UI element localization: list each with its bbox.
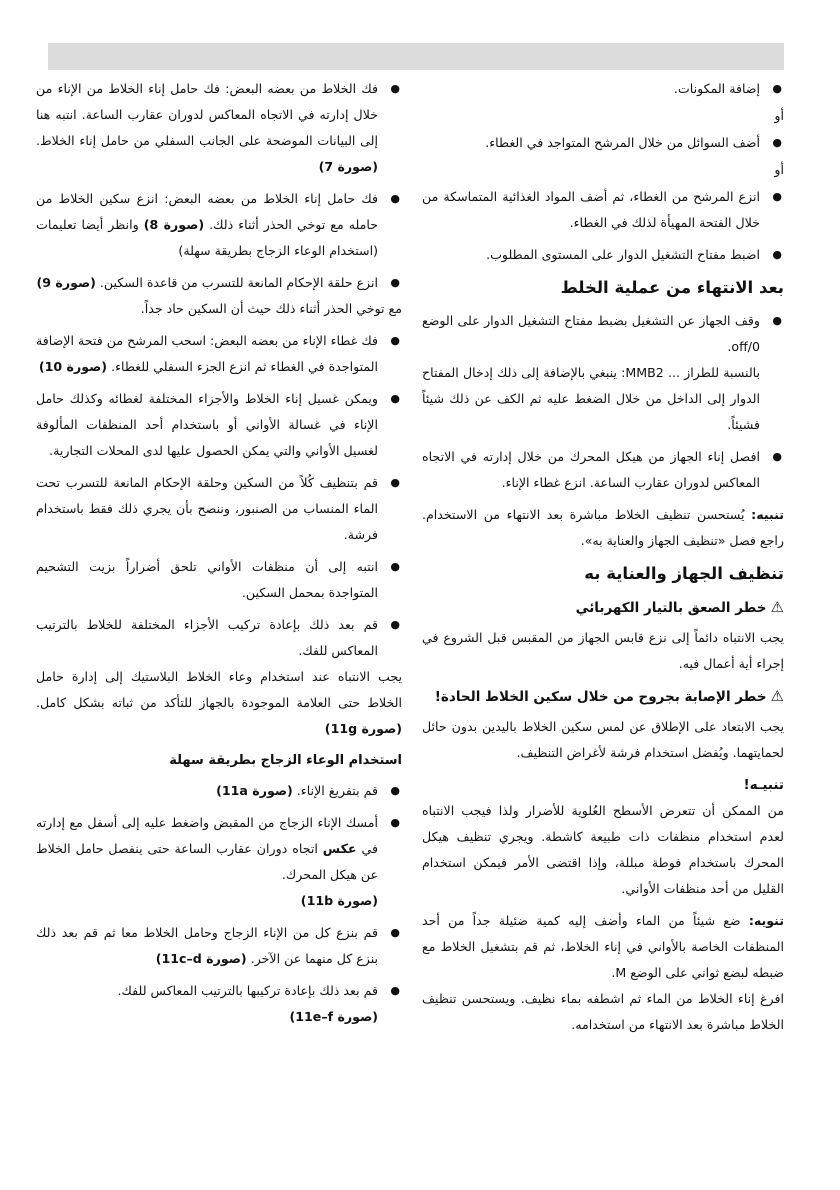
step-text: فك الخلاط من بعضه البعض: فك حامل إناء الخلاط من الإناء من خلال إدارته في الاتجاه المعاكس لدوران عقارب الساعة. انتبه هنا إلى البيانات الموضحة على الجانب السفلي من حامل إناء الخلاط. — [36, 81, 378, 148]
figure-reference: (صورة 8) — [143, 217, 205, 232]
section-heading-cleaning: تنظيف الجهاز والعناية به — [584, 564, 784, 583]
left-column — [36, 76, 402, 1036]
final-cleaning-text: افرغ إناء الخلاط من الماء ثم اشطفه بماء نظيف. ويستحسن تنظيف الخلاط مباشرة بعد الانتهاء من استخدامه. — [422, 991, 784, 1032]
bullet-icon: ● — [390, 334, 400, 347]
list-item — [36, 470, 402, 548]
bullet-icon: ● — [772, 248, 782, 261]
figure-reference: (صورة 7) — [318, 159, 378, 174]
figure-reference: (صورة 11g) — [324, 721, 402, 736]
bullet-icon: ● — [390, 560, 400, 573]
notice-paragraph — [422, 502, 784, 554]
caution-note: مع توخي الحذر أثناء ذلك حيث أن السكين حاد جداً. — [140, 301, 402, 316]
list-item — [36, 978, 402, 1030]
bullet-icon: ● — [772, 136, 782, 149]
step-text: اضبط مفتاح التشغيل الدوار على المستوى المطلوب. — [486, 247, 760, 262]
note-text: يجب الانتباه عند استخدام وعاء الخلاط البلاستيك إلى إدارة حامل الخلاط حتى العلامة الموجودة بالجهاز للتأكد من ثباته بشكل كامل. — [36, 669, 402, 710]
bullet-icon: ● — [390, 816, 400, 829]
step-text: افصل إناء الجهاز من هيكل المحرك من خلال إدارته في الاتجاه المعاكس لدوران عقارب الساعة. انزع غطاء الإناء. — [422, 449, 760, 490]
warning-heading-electric-shock — [422, 594, 784, 621]
figure-reference: (صورة 10) — [38, 359, 108, 374]
step-text: إضافة المكونات. — [673, 81, 760, 96]
figure-reference: (صورة 11a) — [216, 783, 293, 798]
bullet-icon: ● — [390, 926, 400, 939]
caution-heading: تنبيـه! — [743, 777, 784, 793]
warning-title: خطر الصعق بالتيار الكهربائي — [575, 600, 767, 616]
page-header-bar — [48, 43, 784, 70]
caution-text: من الممكن أن تتعرض الأسطح العُلوية للأضرار ولذا فيجب الانتباه لعدم استخدام منظفات ذات طبيعة كاشطة. ويجري تنظيف هيكل المحرك باستخدام فوطة مبللة، وإذا اقتضى الأمر فيمكن استخدام القليل من أحد منظفات الأواني. — [422, 803, 784, 896]
list-item — [422, 76, 784, 102]
bullet-icon: ● — [390, 192, 400, 205]
step-text: انتبه إلى أن منظفات الأواني تلحق أضراراً بزيت التشحيم المتواجدة بمحمل السكين. — [36, 559, 378, 600]
right-column — [422, 76, 784, 1044]
or-separator: أو — [774, 162, 784, 177]
step-text: قم بتفريغ الإناء. — [292, 783, 378, 798]
notice-label: تنبيه: — [751, 507, 784, 522]
list-item — [36, 554, 402, 606]
step-text: قم بتنظيف كُلاً من السكين وحلقة الإحكام المانعة للتسرب تحت الماء المنساب من الصنبور، وننصح بأن يجري ذلك فقط باستخدام فرشة. — [36, 475, 378, 542]
bullet-icon: ● — [390, 984, 400, 997]
list-item — [36, 920, 402, 972]
warning-triangle-icon: ⚠ — [770, 687, 784, 705]
warning-triangle-icon: ⚠ — [770, 598, 784, 616]
step-text: قم بعد ذلك بإعادة تركيبها بالترتيب المعاكس للفك. — [117, 983, 378, 998]
section-heading-glass-jar: استخدام الوعاء الزجاج بطريقة سهلة — [169, 753, 402, 768]
warning-heading-blade-injury — [422, 683, 784, 710]
step-text-continued: وانظر أيضا تعليمات (استخدام الوعاء الزجاج بطريقة سهلة) — [36, 217, 378, 258]
bullet-icon: ● — [390, 82, 400, 95]
section-heading-after-mixing: بعد الانتهاء من عملية الخلط — [560, 278, 784, 297]
bullet-icon: ● — [390, 476, 400, 489]
warning-title: خطر الإصابة بجروح من خلال سكين الخلاط الحادة! — [434, 689, 767, 705]
list-item — [36, 778, 402, 804]
figure-reference: (صورة 11e–f) — [289, 1009, 378, 1024]
step-text: فك غطاء الإناء من بعضه البعض: اسحب المرشح من فتحة الإضافة المتواجدة في الغطاء ثم انزع الجزء السفلي للغطاء. — [36, 333, 378, 374]
bullet-icon: ● — [772, 450, 782, 463]
model-note: بالنسبة للطراز ... MMB2: ينبغي بالإضافة إلى ذلك إدخال المفتاح الدوار إلى الداخل من خلال الضغط عليه ثم الكف عن ذلك شيئاً فشيئاً. — [422, 365, 761, 432]
emphasis-text: عكس — [322, 841, 357, 856]
bullet-icon: ● — [390, 784, 400, 797]
bullet-icon: ● — [390, 618, 400, 631]
or-separator: أو — [774, 108, 784, 123]
warning-text: يجب الانتباه دائماً إلى نزع قابس الجهاز من المقبس قبل الشروع في إجراء أية أعمال فيه. — [422, 630, 784, 671]
list-item — [36, 76, 402, 180]
step-text-continued: اتجاه دوران عقارب الساعة حتى ينفصل حامل الخلاط عن هيكل المحرك. — [36, 841, 378, 882]
step-text: وقف الجهاز عن التشغيل بضبط مفتاح التشغيل الدوار على الوضع off/0. — [422, 313, 760, 354]
step-text: فك حامل إناء الخلاط من بعضه البعض: انزع سكين الخلاط من حامله مع توخي الحذر أثناء ذلك. — [36, 191, 378, 232]
list-item — [422, 184, 784, 236]
bullet-icon: ● — [390, 276, 400, 289]
step-text: أضف السوائل من خلال المرشح المتواجد في الغطاء. — [485, 135, 760, 150]
list-item — [36, 612, 402, 664]
list-item — [36, 270, 402, 296]
bullet-icon: ● — [772, 82, 782, 95]
list-item — [36, 186, 402, 264]
step-text: انزع المرشح من الغطاء، ثم أضف المواد الغذائية المتماسكة من خلال الفتحة المهيأة لذلك في الغطاء. — [422, 189, 760, 230]
step-text: قم بنزع كل من الإناء الزجاج وحامل الخلاط معا ثم قم بعد ذلك بنزع كل منهما عن الآخر. — [36, 925, 378, 966]
step-text: انزع حلقة الإحكام المانعة للتسرب من قاعدة السكين. — [95, 275, 378, 290]
bullet-icon: ● — [772, 190, 782, 203]
list-item — [422, 444, 784, 496]
step-text: قم بعد ذلك بإعادة تركيب الأجزاء المختلفة للخلاط بالترتيب المعاكس للفك. — [36, 617, 378, 658]
plastic-jar-note — [36, 664, 402, 742]
list-item — [422, 308, 784, 360]
list-item — [36, 328, 402, 380]
list-item — [36, 386, 402, 464]
step-text: ويمكن غسيل إناء الخلاط والأجزاء المختلفة لغطائه وكذلك حامل الإناء في غسالة الأواني أو باستخدام أحد المنظفات المألوفة لغسيل الأواني والتي يمكن الحصول عليها لدى المحلات التجارية. — [36, 391, 378, 458]
notice-text: يُستحسن تنظيف الخلاط مباشرة بعد الانتهاء من الاستخدام. راجع فصل «تنظيف الجهاز والعناية به». — [422, 507, 784, 548]
bullet-icon: ● — [772, 314, 782, 327]
tip-text: ضع شيئاً من الماء وأضف إليه كمية ضئيلة جداً من أحد المنظفات الخاصة بالأواني في إناء الخلاط، ثم قم بتشغيل الخلاط مع ضبطه لبضع ثواني على الوضع M. — [422, 913, 784, 980]
figure-reference: (صورة 9) — [36, 275, 96, 290]
list-item — [36, 810, 402, 914]
list-item — [422, 130, 784, 156]
step-text: أمسك الإناء الزجاج من المقبض واضغط عليه إلى أسفل مع إدارته في — [36, 815, 378, 856]
warning-text: يجب الابتعاد على الإطلاق عن لمس سكين الخلاط باليدين بدون حائل لحمايتهما. ويُفضل استخدام فرشة لأغراض التنظيف. — [422, 719, 784, 760]
tip-label: تنويه: — [748, 913, 784, 928]
figure-reference: (صورة 11c–d) — [155, 951, 247, 966]
figure-reference: (صورة 11b) — [300, 893, 378, 908]
bullet-icon: ● — [390, 392, 400, 405]
list-item — [422, 242, 784, 268]
tip-paragraph — [422, 908, 784, 986]
